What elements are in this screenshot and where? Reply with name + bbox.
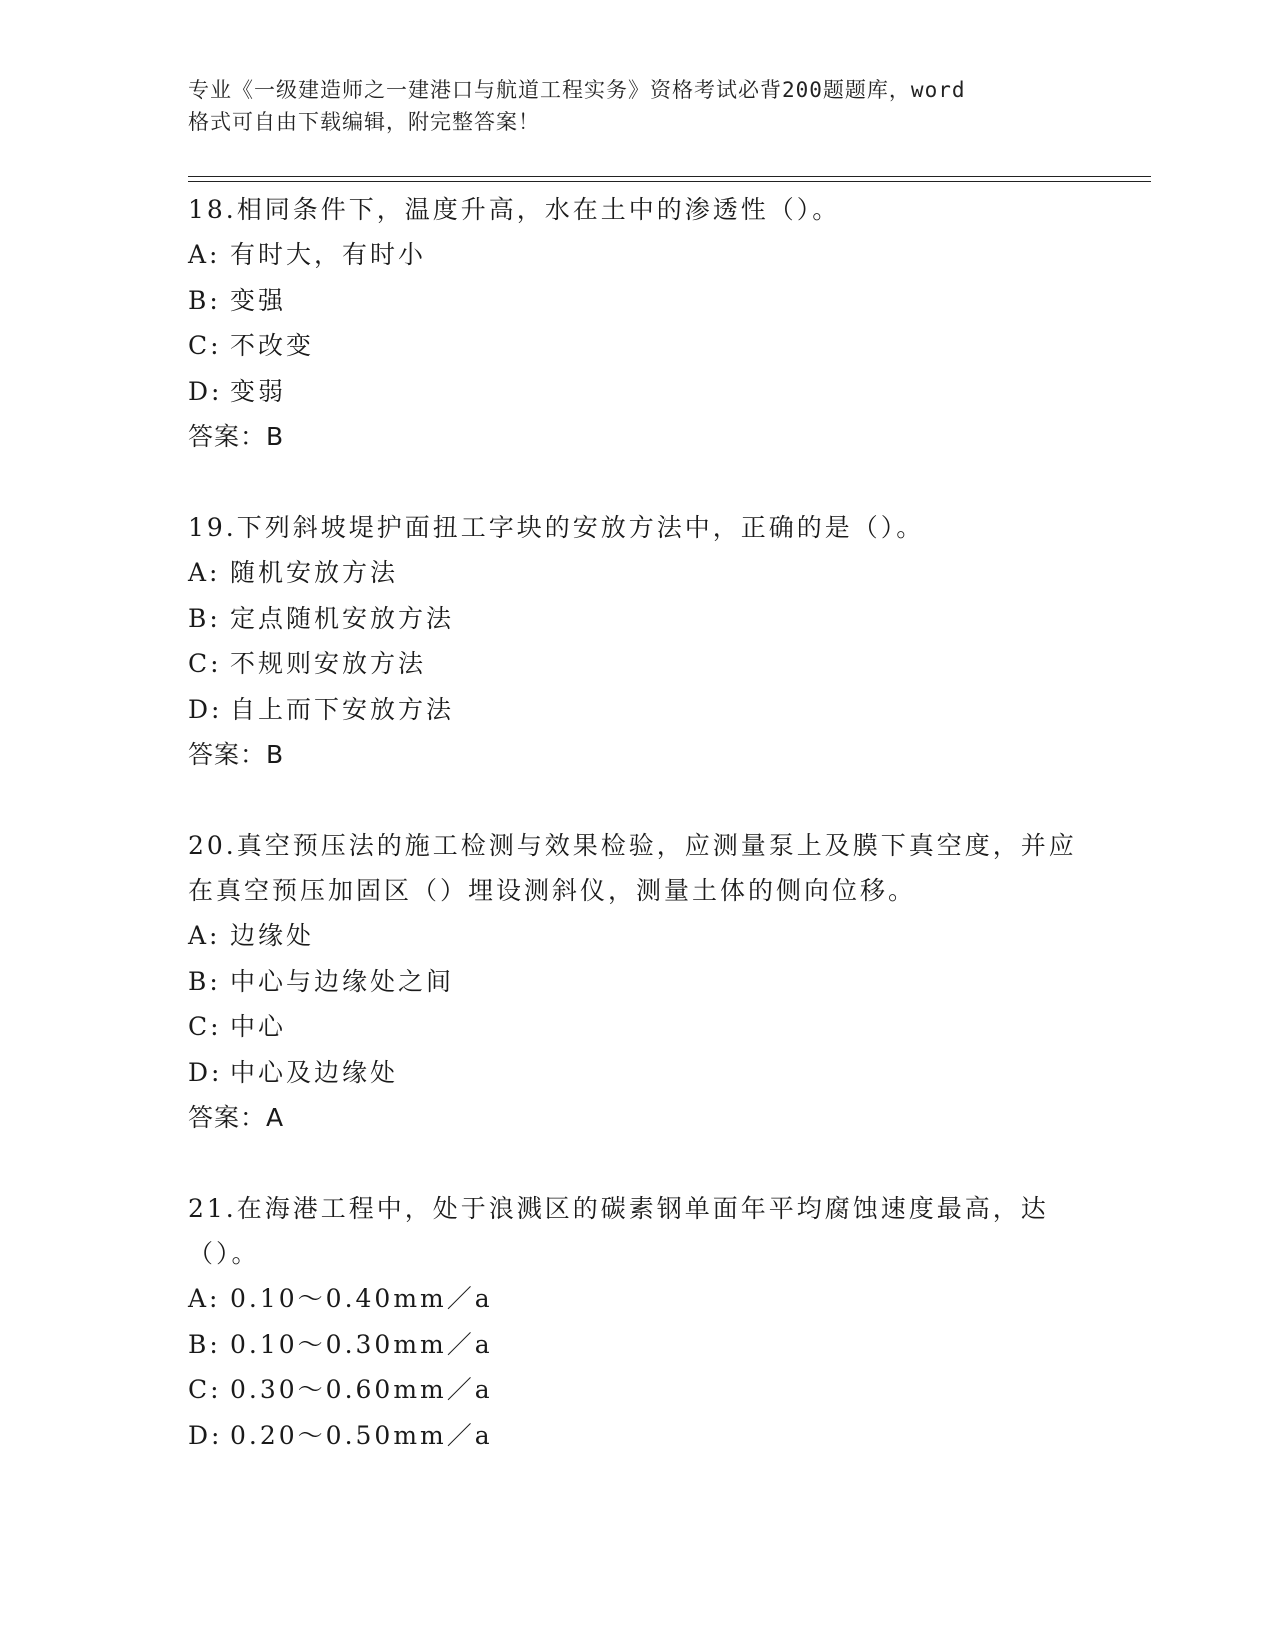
question-list bbox=[188, 187, 1088, 1504]
option-c bbox=[188, 641, 1088, 687]
option-letter: B: bbox=[188, 1329, 221, 1359]
question-19 bbox=[188, 505, 1088, 777]
option-text: 有时大，有时小 bbox=[230, 240, 427, 269]
option-text: 中心与边缘处之间 bbox=[230, 966, 455, 996]
header-line-1: 专业《一级建造师之一建港口与航道工程实务》资格考试必背200题题库，word bbox=[188, 78, 966, 102]
option-text: 边缘处 bbox=[230, 921, 315, 950]
option-letter: D: bbox=[188, 694, 223, 724]
option-b bbox=[188, 959, 1088, 1005]
option-text: 变弱 bbox=[230, 376, 287, 406]
option-letter: A: bbox=[188, 921, 221, 950]
option-text: 0.30～0.60mm／a bbox=[230, 1375, 493, 1404]
option-letter: B: bbox=[188, 966, 221, 996]
option-text: 随机安放方法 bbox=[230, 558, 399, 587]
option-text: 不改变 bbox=[230, 331, 315, 360]
option-text: 定点随机安放方法 bbox=[230, 603, 455, 633]
option-text: 变强 bbox=[230, 285, 287, 315]
answer-text: 答案：B bbox=[188, 740, 285, 769]
question-18 bbox=[188, 187, 1088, 459]
option-text: 0.10～0.30mm／a bbox=[230, 1329, 493, 1359]
option-letter: A: bbox=[188, 240, 221, 269]
question-text: 20.真空预压法的施工检测与效果检验，应测量泵上及膜下真空度，并应在真空预压加固区（）埋设测斜仪，测量土体的侧向位移。 bbox=[188, 831, 1077, 905]
option-d bbox=[188, 1050, 1088, 1096]
option-a bbox=[188, 913, 1088, 959]
option-letter: A: bbox=[188, 558, 221, 587]
document-header bbox=[188, 74, 1068, 138]
option-text: 0.20～0.50mm／a bbox=[230, 1420, 493, 1450]
option-letter: C: bbox=[188, 649, 222, 678]
header-line-2: 格式可自由下载编辑，附完整答案！ bbox=[188, 110, 540, 134]
option-letter: D: bbox=[188, 1057, 223, 1087]
option-text: 不规则安放方法 bbox=[230, 649, 427, 678]
option-d bbox=[188, 369, 1088, 415]
option-letter: D: bbox=[188, 1420, 223, 1450]
option-letter: A: bbox=[188, 1284, 221, 1313]
question-text: 18.相同条件下，温度升高，水在土中的渗透性（）。 bbox=[188, 195, 841, 224]
option-a bbox=[188, 550, 1088, 596]
option-b bbox=[188, 596, 1088, 642]
option-b bbox=[188, 278, 1088, 324]
answer-text: 答案：B bbox=[188, 422, 285, 451]
option-c bbox=[188, 1004, 1088, 1050]
option-text: 中心 bbox=[230, 1012, 287, 1041]
option-c bbox=[188, 1367, 1088, 1413]
option-text: 0.10～0.40mm／a bbox=[230, 1284, 493, 1313]
header-divider-bottom bbox=[188, 181, 1151, 182]
header-divider-top bbox=[188, 176, 1151, 177]
option-letter: C: bbox=[188, 331, 222, 360]
option-d bbox=[188, 1413, 1088, 1459]
option-letter: B: bbox=[188, 603, 221, 633]
question-text: 21.在海港工程中，处于浪溅区的碳素钢单面年平均腐蚀速度最高，达（）。 bbox=[188, 1194, 1049, 1268]
option-a bbox=[188, 1276, 1088, 1322]
answer-text: 答案：A bbox=[188, 1103, 285, 1132]
option-letter: C: bbox=[188, 1012, 222, 1041]
option-text: 自上而下安放方法 bbox=[230, 694, 455, 724]
option-letter: B: bbox=[188, 285, 221, 315]
option-text: 中心及边缘处 bbox=[230, 1057, 399, 1087]
option-b bbox=[188, 1322, 1088, 1368]
option-letter: D: bbox=[188, 376, 223, 406]
option-letter: C: bbox=[188, 1375, 222, 1404]
option-d bbox=[188, 687, 1088, 733]
question-text: 19.下列斜坡堤护面扭工字块的安放方法中，正确的是（）。 bbox=[188, 513, 925, 542]
question-21 bbox=[188, 1186, 1088, 1458]
question-20 bbox=[188, 823, 1088, 1140]
option-c bbox=[188, 323, 1088, 369]
option-a bbox=[188, 232, 1088, 278]
